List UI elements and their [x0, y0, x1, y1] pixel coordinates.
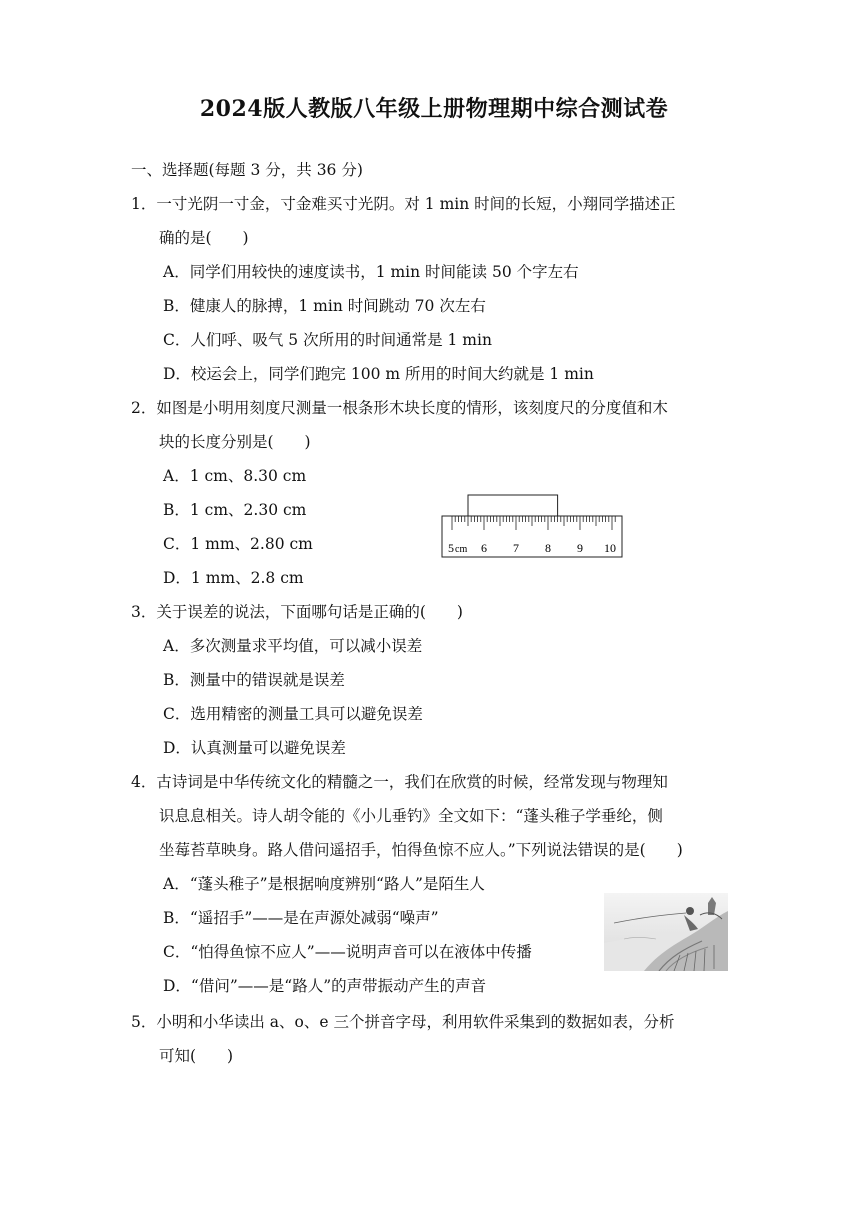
question-2-option-c: C．1 mm、2.80 cm — [163, 535, 313, 553]
question-3-line-1: 3．关于误差的说法，下面哪句话是正确的( ) — [131, 603, 463, 621]
child-fishing-illustration — [604, 893, 728, 971]
wood-block — [468, 495, 558, 516]
question-4-option-c: C．“怕得鱼惊不应人”——说明声音可以在液体中传播 — [163, 943, 532, 961]
ruler-label-6: 6 — [481, 541, 487, 555]
question-5-line-2: 可知( ) — [159, 1047, 234, 1065]
question-1-option-b: B．健康人的脉搏，1 min 时间跳动 70 次左右 — [163, 297, 486, 315]
question-2-line-2: 块的长度分别是( ) — [159, 433, 311, 451]
question-3-option-c: C．选用精密的测量工具可以避免误差 — [163, 705, 423, 723]
question-1-option-d: D．校运会上，同学们跑完 100 m 所用的时间大约就是 1 min — [163, 365, 594, 383]
question-5-line-1: 5．小明和小华读出 a、o、e 三个拼音字母，利用软件采集到的数据如表，分析 — [131, 1013, 675, 1031]
question-4-option-a: A．“蓬头稚子”是根据响度辨别“路人”是陌生人 — [163, 875, 485, 893]
question-4-line-1: 4．古诗词是中华传统文化的精髓之一，我们在欣赏的时候，经常发现与物理知 — [131, 773, 668, 791]
ruler-unit-label: cm — [455, 544, 468, 555]
question-3-option-a: A．多次测量求平均值，可以减小误差 — [163, 637, 423, 655]
question-2-option-a: A．1 cm、8.30 cm — [163, 467, 307, 485]
question-2-option-d: D．1 mm、2.8 cm — [163, 569, 304, 587]
section-heading: 一、选择题(每题 3 分，共 36 分) — [131, 161, 363, 179]
question-1-line-1: 1．一寸光阴一寸金，寸金难买寸光阴。对 1 min 时间的长短，小翔同学描述正 — [131, 195, 676, 213]
question-1-line-2: 确的是( ) — [159, 229, 249, 247]
ruler-figure — [440, 493, 624, 559]
question-4-line-3: 坐莓苔草映身。路人借问遥招手，怕得鱼惊不应人。”下列说法错误的是( ) — [159, 841, 683, 859]
question-4-option-b: B．“遥招手”——是在声源处减弱“噪声” — [163, 909, 439, 927]
question-4-option-d: D．“借问”——是“路人”的声带振动产生的声音 — [163, 977, 487, 995]
question-1-option-c: C．人们呼、吸气 5 次所用的时间通常是 1 min — [163, 331, 492, 349]
question-1-option-a: A．同学们用较快的速度读书，1 min 时间能读 50 个字左右 — [163, 263, 579, 281]
question-2-option-b: B．1 cm、2.30 cm — [163, 501, 307, 519]
question-3-option-d: D．认真测量可以避免误差 — [163, 739, 346, 757]
question-4-line-2: 识息息相关。诗人胡令能的《小儿垂钓》全文如下：“蓬头稚子学垂纶，侧 — [159, 807, 663, 825]
ruler-label-5: 5 — [448, 541, 454, 555]
ruler-label-8: 8 — [545, 541, 551, 555]
exam-title: 2024版人教版八年级上册物理期中综合测试卷 — [199, 96, 669, 122]
ruler-label-10: 10 — [604, 541, 616, 555]
ruler-label-9: 9 — [577, 541, 583, 555]
question-3-option-b: B．测量中的错误就是误差 — [163, 671, 345, 689]
question-2-line-1: 2．如图是小明用刻度尺测量一根条形木块长度的情形，该刻度尺的分度值和木 — [131, 399, 668, 417]
ruler-label-7: 7 — [513, 541, 519, 555]
